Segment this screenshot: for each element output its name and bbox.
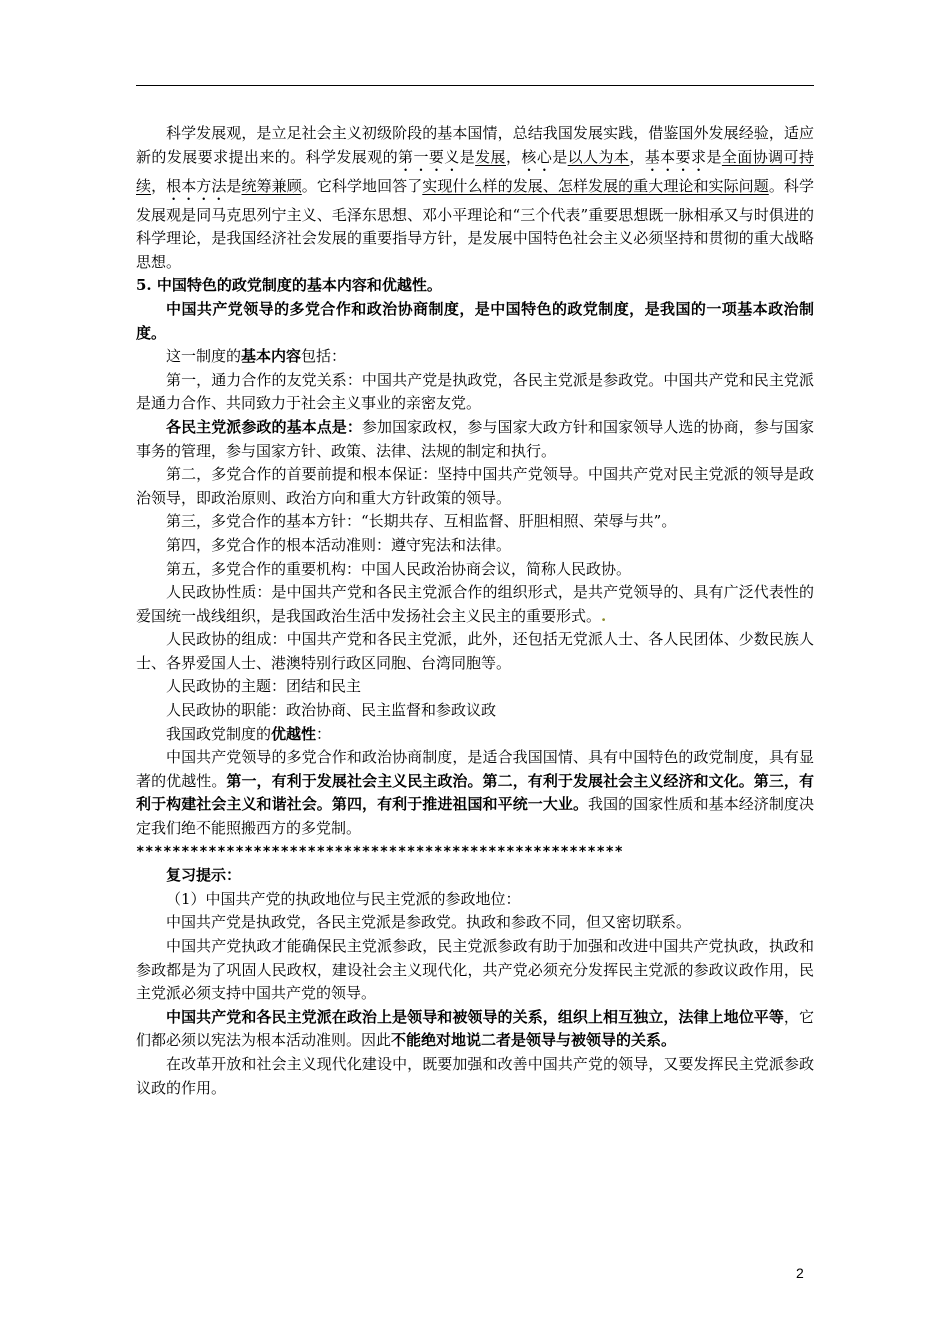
paragraph-participation-basics: 各民主党派参政的基本点是：参加国家政权，参与国家大政方针和国家领导人选的协商，参与国家事务的管理，参与国家方针、政策、法律、法规的制定和执行。	[136, 417, 814, 460]
paragraph-superiority-intro: 我国政党制度的优越性：	[166, 724, 332, 743]
paragraph-superiority-details: 中国共产党领导的多党合作和政治协商制度，是适合我国国情、具有中国特色的政党制度，具有显著的优越性。第一，有利于发展社会主义民主政治。第二，有利于发展社会主义经济和文化。第三，有利于构建社会主义和谐社会。第四，有利于推进祖国和平统一大业。我国的国家性质和基本经济制度决定我们绝不能照搬西方的多党制。	[136, 748, 814, 838]
separator-stars: ******************************************************	[136, 843, 624, 860]
paragraph-party-system-definition: 中国共产党领导的多党合作和政治协商制度，是中国特色的政党制度，是我国的一项基本政治制度。	[136, 299, 814, 342]
review-heading: 复习提示：	[166, 866, 242, 885]
review-item-1: （1）中国共产党的执政地位与民主党派的参政地位：	[166, 889, 521, 908]
review-paragraph-relationship: 中国共产党执政才能确保民主党派参政，民主党派参政有助于加强和改进中国共产党执政，执政和参政都是为了巩固人民政权，建设社会主义现代化，共产党必须充分发挥民主党派的参政议政作用，民主党派必须支持中国共产党的领导。	[136, 937, 814, 1003]
paragraph-cppcc-nature: 人民政协性质：是中国共产党和各民主党派合作的组织形式，是共产党领导的、具有广泛代表性的爱国统一战线组织，是我国政治生活中发扬社会主义民主的重要形式。.	[136, 583, 814, 625]
document-body	[136, 122, 814, 1100]
paragraph-cppcc-composition: 人民政协的组成：中国共产党和各民主党派，此外，还包括无党派人士、各人民团体、少数民族人士、各界爱国人士、港澳特别行政区同胞、台湾同胞等。	[136, 630, 814, 672]
paragraph-point-four: 第四，多党合作的根本活动准则：遵守宪法和法律。	[166, 535, 512, 554]
paragraph-basic-content-intro: 这一制度的基本内容包括：	[166, 347, 347, 366]
paragraph-point-three: 第三，多党合作的基本方针：“长期共存、互相监督、肝胆相照、荣辱与共”。	[166, 512, 677, 531]
header-rule	[136, 85, 814, 86]
review-paragraph-reform: 在改革开放和社会主义现代化建设中，既要加强和改善中国共产党的领导，又要发挥民主党派参政议政的作用。	[136, 1054, 814, 1097]
paragraph-cppcc-theme: 人民政协的主题：团结和民主	[166, 677, 362, 696]
paragraph-point-one: 第一，通力合作的友党关系：中国共产党是执政党，各民主党派是参政党。中国共产党和民主党派是通力合作、共同致力于社会主义事业的亲密友党。	[136, 370, 814, 413]
paragraph-scientific-development: 科学发展观，是立足社会主义初级阶段的基本国情，总结我国发展实践，借鉴国外发展经验，适应新的发展要求提出来的。科学发展观的第一要义是发展，核心是以人为本，基本要求是全面协调可持续，根本方法是统筹兼顾。它科学地回答了实现什么样的发展、怎样发展的重大理论和实际问题。科学发展观是同马克思列宁主义、毛泽东思想、邓小平理论和“三个代表”重要思想既一脉相承又与时俱进的科学理论，是我国经济社会发展的重要指导方针，是发展中国特色社会主义必须坚持和贯彻的重大战略思想。	[136, 124, 814, 271]
paragraph-cppcc-functions: 人民政协的职能：政治协商、民主监督和参政议政	[166, 701, 497, 720]
review-paragraph-leadership-relation: 中国共产党和各民主党派在政治上是领导和被领导的关系，组织上相互独立，法律上地位平等，它们都必须以宪法为根本活动准则。因此不能绝对地说二者是领导与被领导的关系。	[136, 1007, 814, 1050]
paragraph-point-five: 第五，多党合作的重要机构：中国人民政治协商会议，简称人民政协。	[166, 559, 632, 578]
review-paragraph-ruling-participating: 中国共产党是执政党，各民主党派是参政党。执政和参政不同，但又密切联系。	[166, 913, 692, 932]
paragraph-point-two: 第二，多党合作的首要前提和根本保证：坚持中国共产党领导。中国共产党对民主党派的领导是政治领导，即政治原则、政治方向和重大方针政策的领导。	[136, 465, 814, 507]
page-number: 2	[796, 1265, 804, 1281]
section-heading-5: 5. 中国特色的政党制度的基本内容和优越性。	[136, 276, 442, 295]
